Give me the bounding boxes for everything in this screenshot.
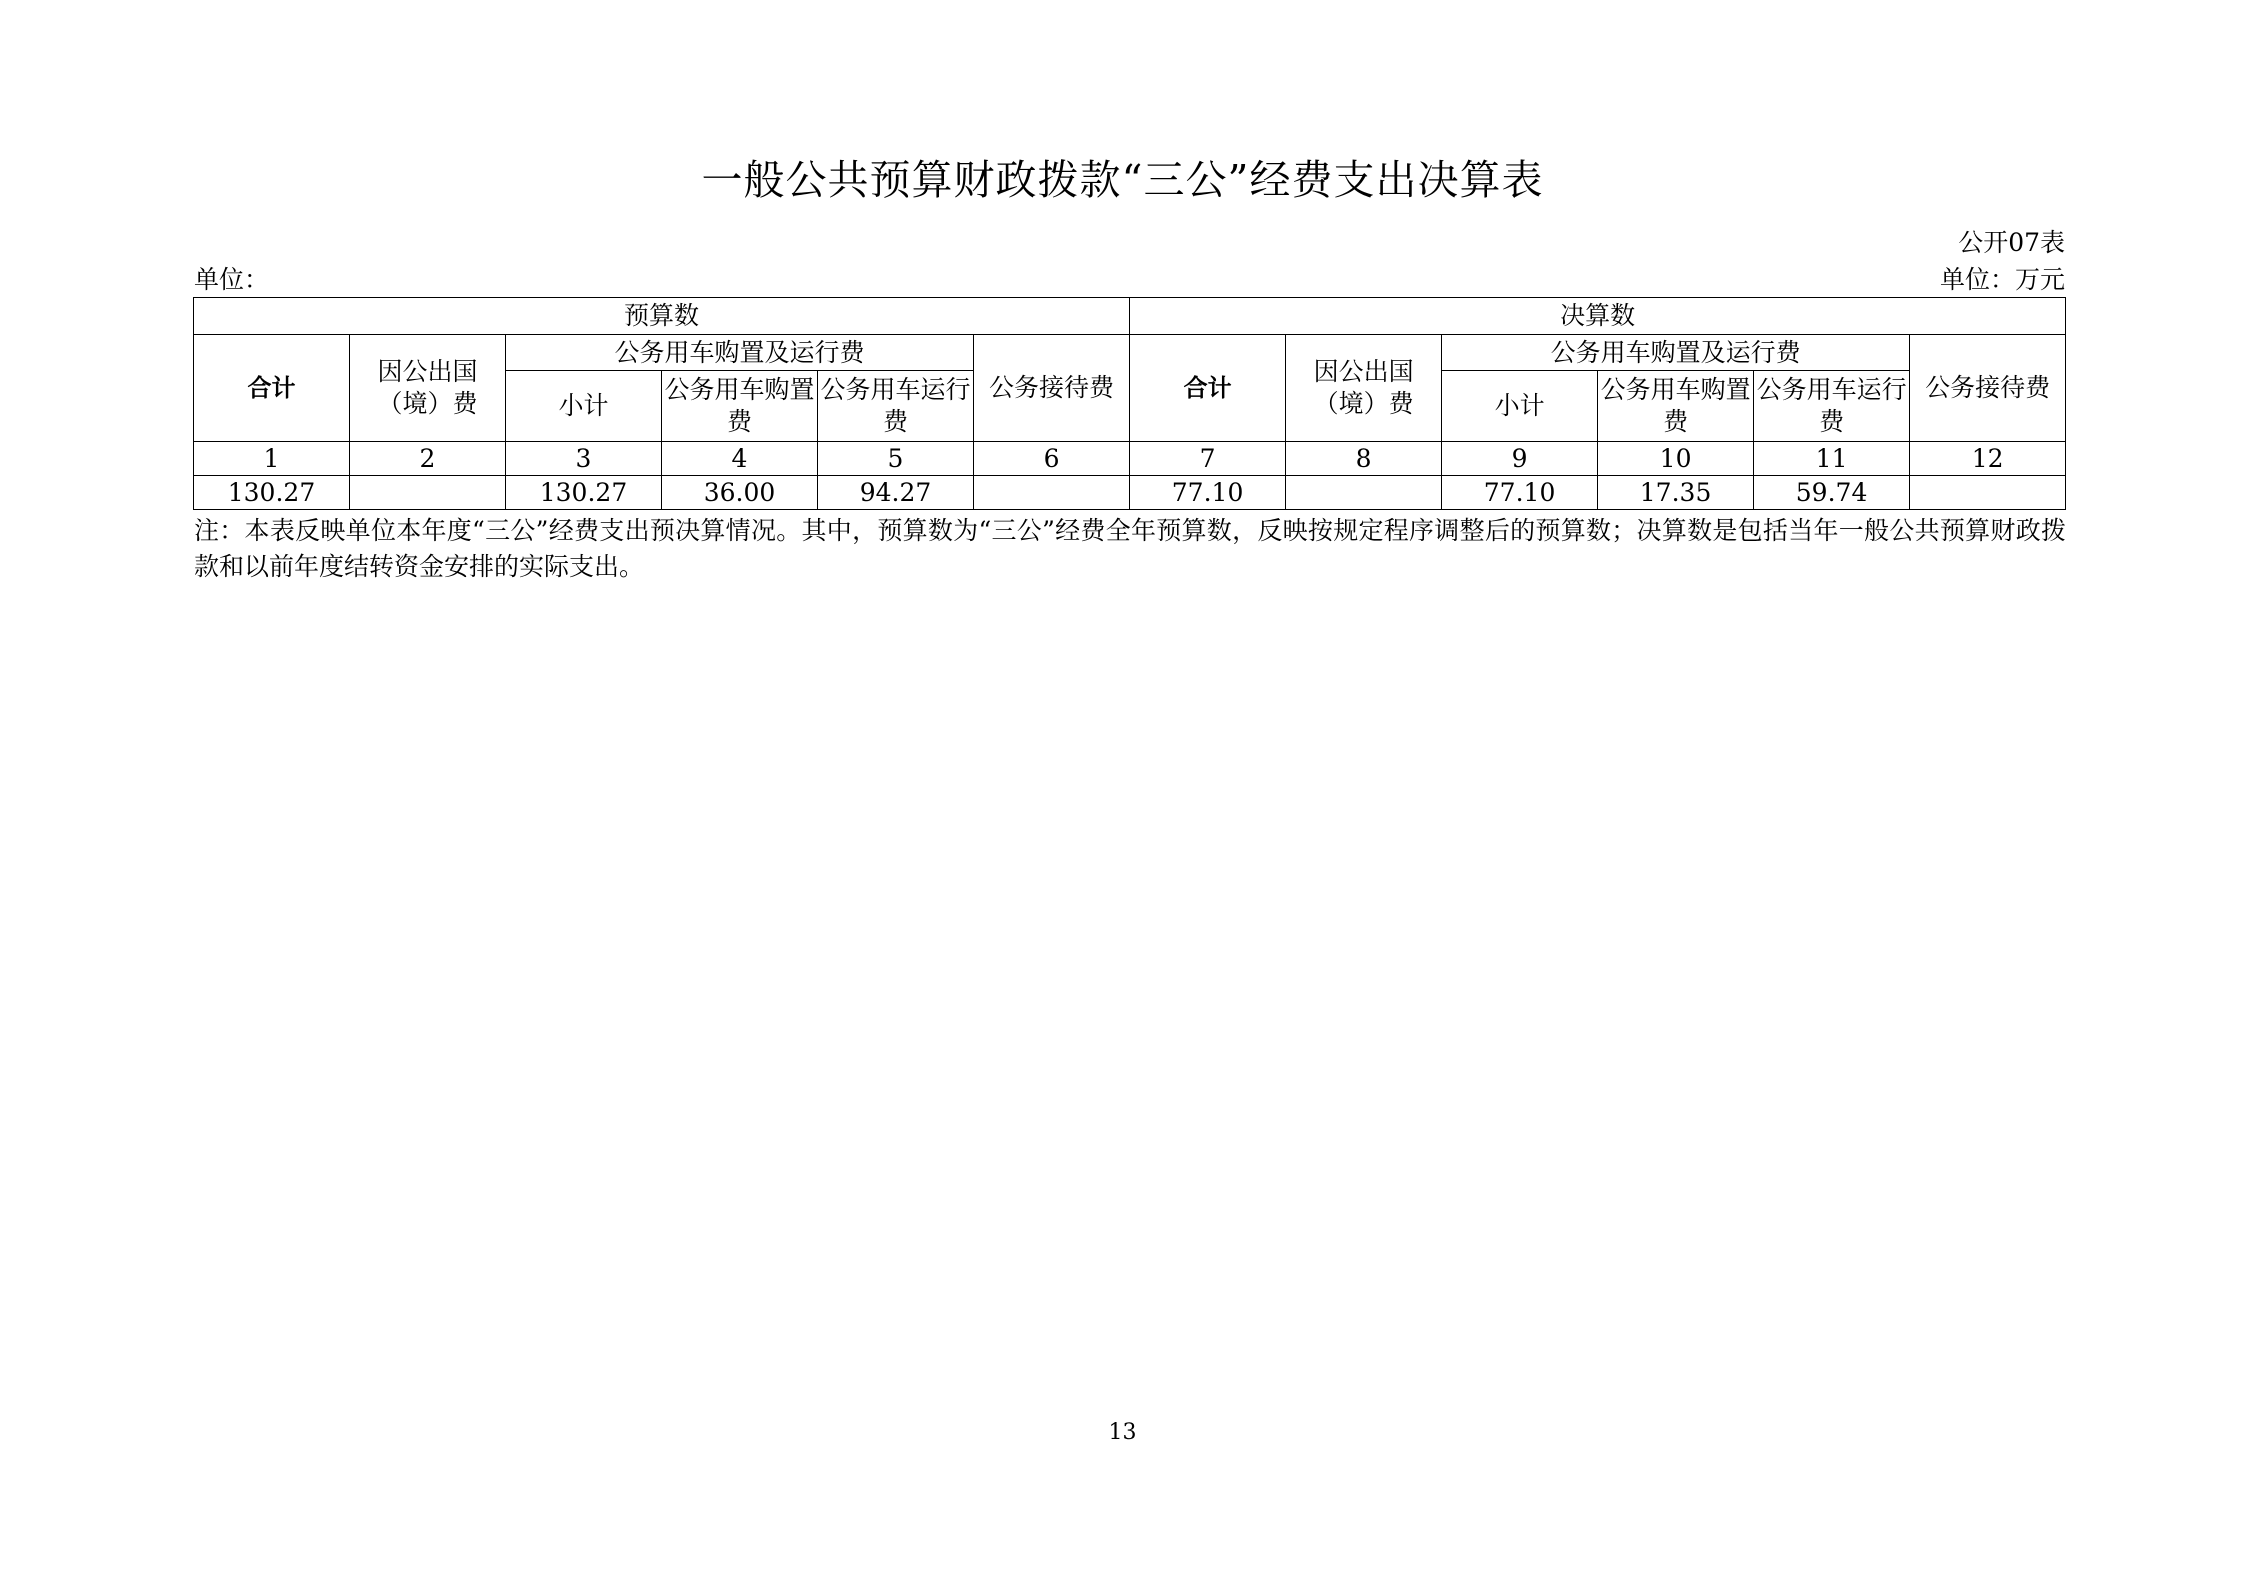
column-number: 5 [818,442,974,476]
budget-vehicle-subtotal-value: 130.27 [506,476,662,510]
budget-vehicle-operation-value: 94.27 [818,476,974,510]
budget-vehicle-group-header: 公务用车购置及运行费 [506,335,974,371]
form-number: 公开07表 [1958,228,2065,257]
budget-total-header: 合计 [194,335,350,442]
budget-vehicle-purchase-header: 公务用车购置费 [662,371,818,442]
final-vehicle-operation-value: 59.74 [1754,476,1910,510]
budget-section-header: 预算数 [194,298,1130,335]
budget-overseas-value [350,476,506,510]
column-number: 2 [350,442,506,476]
page-number: 13 [1108,1420,1137,1445]
budget-reception-header: 公务接待费 [974,335,1130,442]
column-number: 7 [1130,442,1286,476]
three-public-expenses-table [193,297,2066,510]
column-number: 9 [1442,442,1598,476]
final-overseas-header: 因公出国（境）费 [1286,335,1442,442]
final-reception-value [1910,476,2066,510]
column-number: 10 [1598,442,1754,476]
final-section-header: 决算数 [1130,298,2066,335]
final-total-value: 77.10 [1130,476,1286,510]
budget-vehicle-operation-header: 公务用车运行费 [818,371,974,442]
column-header-row [194,335,2066,371]
column-number: 6 [974,442,1130,476]
final-vehicle-purchase-header: 公务用车购置费 [1598,371,1754,442]
final-reception-header: 公务接待费 [1910,335,2066,442]
column-number: 1 [194,442,350,476]
page-title: 一般公共预算财政拨款“三公”经费支出决算表 [701,156,1544,204]
column-number-row [194,442,2066,476]
budget-vehicle-purchase-value: 36.00 [662,476,818,510]
budget-subtotal-header: 小计 [506,371,662,442]
column-number: 3 [506,442,662,476]
unit-currency-label: 单位：万元 [1939,265,2065,294]
value-row [194,476,2066,510]
final-total-header: 合计 [1130,335,1286,442]
final-vehicle-operation-header: 公务用车运行费 [1754,371,1910,442]
column-number: 8 [1286,442,1442,476]
final-vehicle-group-header: 公务用车购置及运行费 [1442,335,1910,371]
final-overseas-value [1286,476,1442,510]
column-number: 4 [662,442,818,476]
unit-label: 单位： [194,265,270,294]
final-subtotal-header: 小计 [1442,371,1598,442]
budget-overseas-header: 因公出国（境）费 [350,335,506,442]
column-number: 12 [1910,442,2066,476]
final-vehicle-purchase-value: 17.35 [1598,476,1754,510]
table-note: 注：本表反映单位本年度“三公”经费支出预决算情况。其中，预算数为“三公”经费全年预算数，反映按规定程序调整后的预算数；决算数是包括当年一般公共预算财政拨款和以前年度结转资金安排的实际支出。 [194,516,2066,581]
final-vehicle-subtotal-value: 77.10 [1442,476,1598,510]
budget-reception-value [974,476,1130,510]
column-number: 11 [1754,442,1910,476]
section-header-row [194,298,2066,335]
budget-total-value: 130.27 [194,476,350,510]
